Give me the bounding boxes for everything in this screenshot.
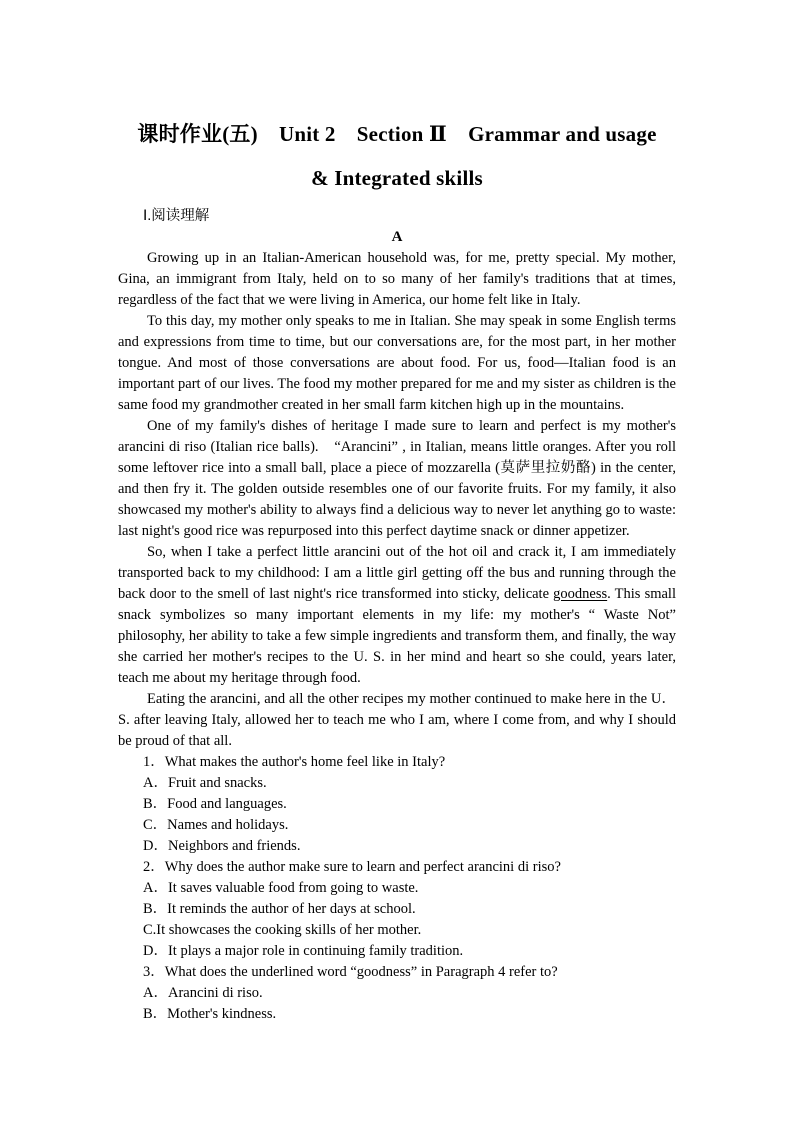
paragraph-4-text-after: . This small snack symbolizes so many important elements in my life: my mother's “ Waste Not” philosophy, her ability to take a few simple ingredients and transform them, and finally, the way she carried her mother's recipes to the U. S. in her mind and heart so she could, years later, teach me about my heritage through food. — [118, 586, 676, 686]
passage-paragraph-2: To this day, my mother only speaks to me in Italian. She may speak in some English terms and expressions from time to time, but our conversations are, for the most part, in her mother tongue. And most of those conversations are about food. For us, food—Italian food is an important part of our lives. The food my mother prepared for me and my sister as children is the same food my grandmother created in her small farm kitchen high up in the mountains. — [118, 313, 676, 413]
question-2 — [118, 857, 676, 962]
paragraph-4-text-before: So, when I take a perfect little arancini out of the hot oil and crack it, I am immediately transported back to my childhood: I am a little girl getting off the bus and running through the back door to the smell of last night's rice transformed into sticky, delicate — [118, 544, 676, 602]
page-content — [118, 112, 676, 1025]
title-line-1: 课时作业(五) Unit 2 Section Ⅱ Grammar and usage — [137, 122, 657, 146]
passage-paragraph-4 — [118, 542, 676, 689]
document-title — [118, 112, 676, 200]
question-2-option-d: D．It plays a major role in continuing family tradition. — [143, 943, 464, 959]
question-2-option-c: C.It showcases the cooking skills of her mother. — [143, 922, 422, 938]
question-1-option-d: D．Neighbors and friends. — [143, 838, 301, 854]
passage-paragraph-5: Eating the arancini, and all the other recipes my mother continued to make here in the U．S. after leaving Italy, allowed her to teach me who I am, where I come from, and why I should be proud of that all. — [118, 691, 676, 749]
question-3-option-a: A．Arancini di riso. — [143, 985, 263, 1001]
question-2-option-a: A．It saves valuable food from going to waste. — [143, 880, 419, 896]
question-3-prompt: 3．What does the underlined word “goodness” in Paragraph 4 refer to? — [143, 964, 558, 980]
question-1 — [118, 752, 676, 857]
question-1-option-c: C．Names and holidays. — [143, 817, 289, 833]
section-heading-reading-comprehension: Ⅰ.阅读理解 — [143, 208, 210, 224]
passage-paragraph-1: Growing up in an Italian-American household was, for me, pretty special. My mother, Gina, an immigrant from Italy, held on to so many of her family's traditions that at times, regardless of the fact that we were living in America, our home felt like in Italy. — [118, 250, 676, 308]
passage-label-a: A — [391, 229, 403, 245]
passage-paragraph-3: One of my family's dishes of heritage I made sure to learn and perfect is my mother's arancini di riso (Italian rice balls). “Arancini” , in Italian, means little oranges. After you roll some leftover rice into a small ball, place a piece of mozzarella (莫萨里拉奶酪) in the center, and then fry it. The golden outside resembles one of our favorite fruits. For my family, it also showcased my mother's ability to always find a delicious way to never let anything go to waste: last night's good rice was repurposed into this perfect daytime snack or dinner appetizer. — [118, 418, 676, 539]
question-2-prompt: 2．Why does the author make sure to learn and perfect arancini di riso? — [143, 859, 561, 875]
question-1-option-b: B．Food and languages. — [143, 796, 287, 812]
question-1-prompt: 1．What makes the author's home feel like in Italy? — [143, 754, 446, 770]
question-3 — [118, 962, 676, 1025]
question-3-option-b: B．Mother's kindness. — [143, 1006, 277, 1022]
title-line-2: & Integrated skills — [311, 166, 483, 190]
underlined-word-goodness: goodness — [553, 586, 608, 602]
question-2-option-b: B．It reminds the author of her days at school. — [143, 901, 416, 917]
question-1-option-a: A．Fruit and snacks. — [143, 775, 267, 791]
